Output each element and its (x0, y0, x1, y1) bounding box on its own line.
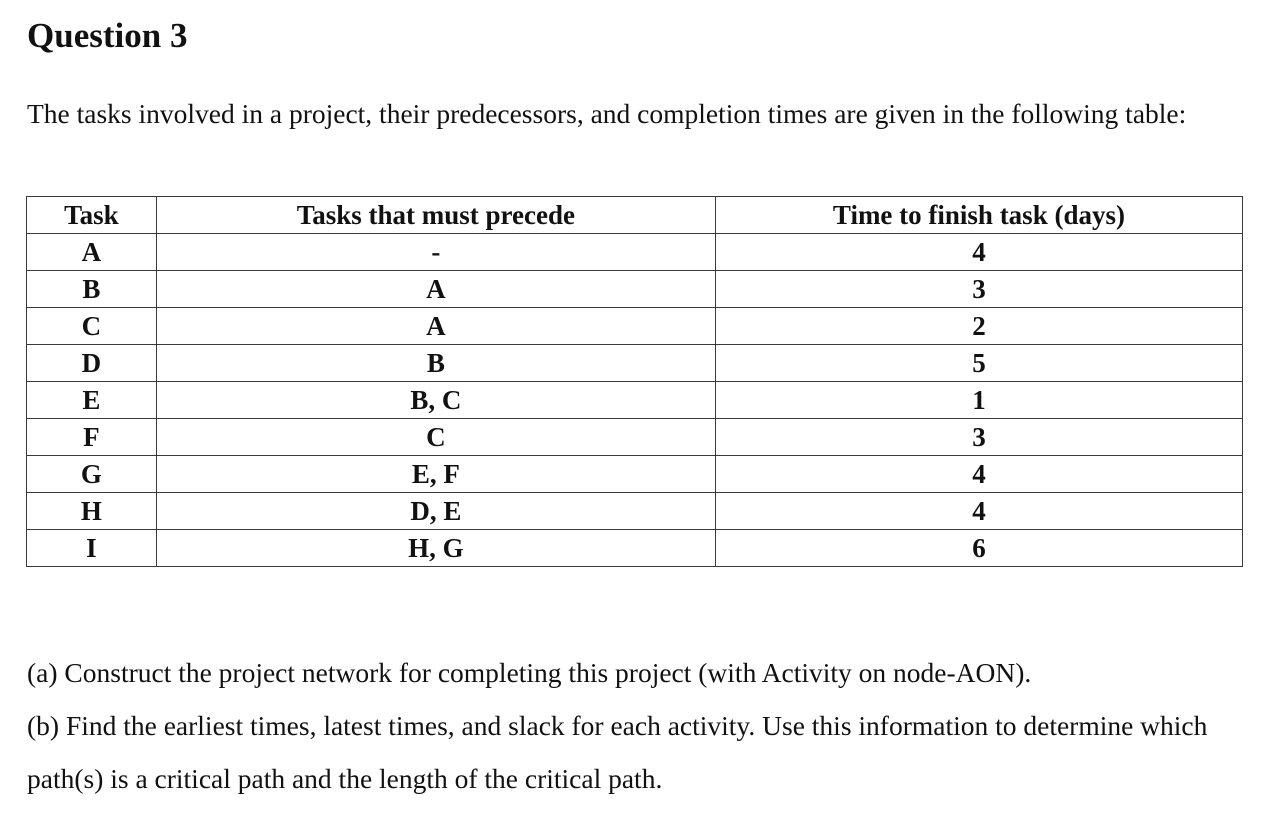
table-row (27, 493, 1243, 530)
cell-predecessors: B (156, 345, 715, 382)
cell-task: D (27, 345, 157, 382)
cell-task: I (27, 530, 157, 567)
part-a-text: (a) Construct the project network for completing this project (with Activity on node-AON). (27, 657, 1032, 688)
cell-predecessors: D, E (156, 493, 715, 530)
table-row (27, 234, 1243, 271)
table-row (27, 382, 1243, 419)
table-row (27, 271, 1243, 308)
part-b-text: (b) Find the earliest times, latest times, and slack for each activity. Use this information to determine which path(s) is a critical path and the length of the critical path. (27, 710, 1208, 794)
cell-predecessors: C (156, 419, 715, 456)
cell-time: 4 (715, 493, 1242, 530)
cell-time: 1 (715, 382, 1242, 419)
table-row (27, 419, 1243, 456)
cell-predecessors: E, F (156, 456, 715, 493)
cell-predecessors: A (156, 308, 715, 345)
cell-predecessors: A (156, 271, 715, 308)
table-row (27, 456, 1243, 493)
cell-task: G (27, 456, 157, 493)
table-row (27, 530, 1243, 567)
cell-task: F (27, 419, 157, 456)
cell-time: 4 (715, 456, 1242, 493)
header-time: Time to finish task (days) (715, 197, 1242, 234)
cell-predecessors: - (156, 234, 715, 271)
intro-text: The tasks involved in a project, their predecessors, and completion times are given in the following table: (27, 98, 1187, 129)
cell-task: B (27, 271, 157, 308)
cell-time: 4 (715, 234, 1242, 271)
header-task: Task (27, 197, 157, 234)
cell-task: C (27, 308, 157, 345)
table-row (27, 308, 1243, 345)
cell-time: 3 (715, 419, 1242, 456)
cell-task: H (27, 493, 157, 530)
task-table (26, 196, 1243, 567)
cell-task: E (27, 382, 157, 419)
cell-time: 2 (715, 308, 1242, 345)
table-header-row (27, 197, 1243, 234)
cell-time: 6 (715, 530, 1242, 567)
cell-task: A (27, 234, 157, 271)
header-predecessors: Tasks that must precede (156, 197, 715, 234)
cell-time: 5 (715, 345, 1242, 382)
question-title: Question 3 (27, 16, 188, 55)
cell-predecessors: B, C (156, 382, 715, 419)
cell-time: 3 (715, 271, 1242, 308)
table-row (27, 345, 1243, 382)
cell-predecessors: H, G (156, 530, 715, 567)
